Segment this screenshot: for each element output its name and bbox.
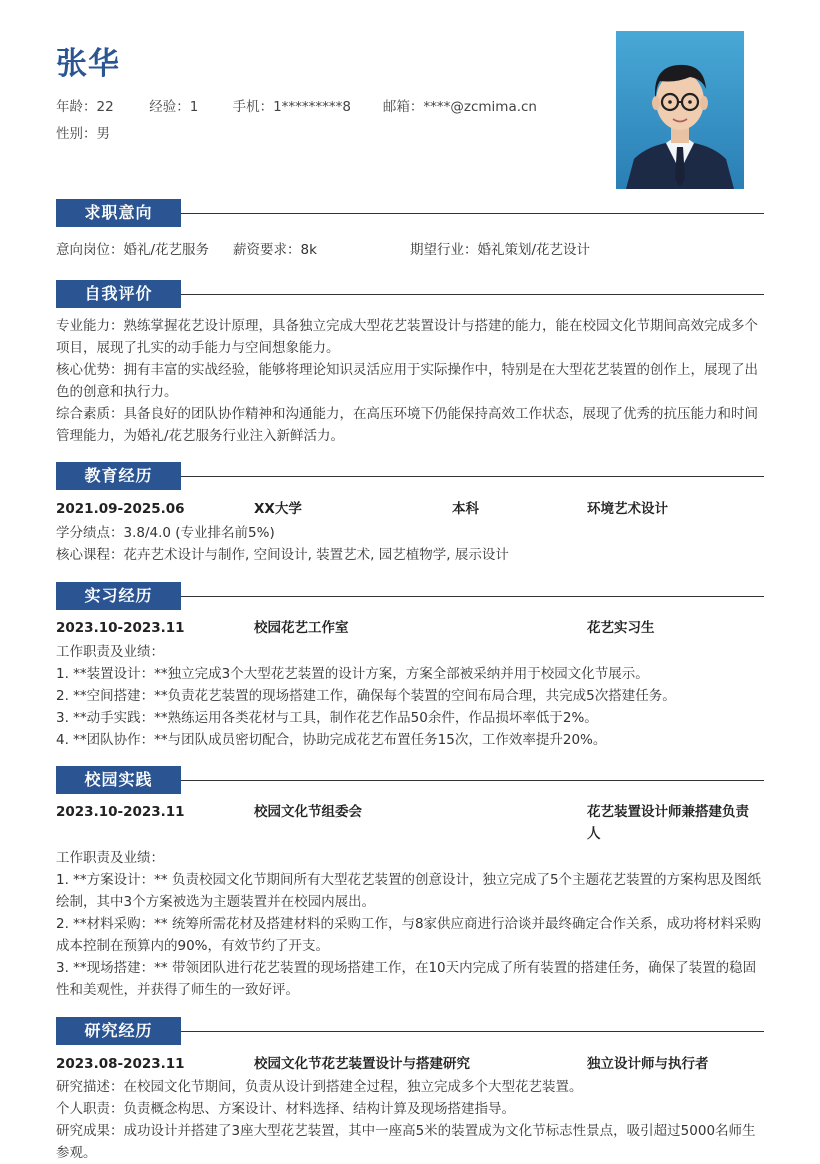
research-duty: 个人职责：负责概念构思、方案设计、材料选择、结构计算及现场搭建指导。 (56, 1101, 515, 1117)
section-internship (56, 582, 764, 751)
edu-courses: 核心课程：花卉艺术设计与制作, 空间设计, 装置艺术, 园艺植物学, 展示设计 (56, 547, 509, 563)
edu-date: 2021.09-2025.06 (56, 501, 185, 517)
campus-item: 3. **现场搭建：** 带领团队进行花艺装置的现场搭建工作，在10天内完成了所有装置的搭建任务，确保了装置的稳固性和美观性，并获得了师生的一致好评。 (56, 960, 757, 998)
intern-item: 2. **空间搭建：**负责花艺装置的现场搭建工作，确保每个装置的空间布局合理，共完成5次搭建任务。 (56, 688, 676, 704)
intern-item: 4. **团队协作：**与团队成员密切配合，协助完成花艺布置任务15次，工作效率提升20%。 (56, 732, 607, 748)
research-date: 2023.08-2023.11 (56, 1056, 185, 1072)
campus-role: 花艺装置设计师兼搭建负责人 (587, 804, 749, 842)
section-campus-practice (56, 766, 764, 1001)
research-title: 校园文化节花艺装置设计与搭建研究 (254, 1056, 470, 1072)
intern-date: 2023.10-2023.11 (56, 620, 185, 636)
campus-item: 1. **方案设计：** 负责校园文化节期间所有大型花艺装置的创意设计，独立完成了5个主题花艺装置的方案构思及图纸绘制，其中3个方案被选为主题装置并在校园内展出。 (56, 872, 762, 910)
gender-row (56, 122, 110, 142)
candidate-name: 张华 (56, 46, 120, 82)
gender: 性别：男 (56, 126, 110, 142)
edu-gpa: 学分绩点：3.8/4.0 (专业排名前5%) (56, 525, 275, 541)
campus-org: 校园文化节组委会 (254, 804, 362, 820)
basic-info-row (56, 95, 537, 115)
section-title: 校园实践 (56, 766, 181, 794)
edu-school: XX大学 (254, 501, 302, 517)
section-divider (181, 294, 764, 295)
research-role: 独立设计师与执行者 (587, 1056, 709, 1072)
section-divider (181, 596, 764, 597)
age: 年龄：22 (56, 99, 114, 115)
salary-expectation: 薪资要求：8k (233, 242, 317, 258)
intern-org: 校园花艺工作室 (254, 620, 349, 636)
research-description: 研究描述：在校园文化节期间，负责从设计到搭建全过程，独立完成多个大型花艺装置。 (56, 1079, 583, 1095)
intended-position: 意向岗位：婚礼/花艺服务 (56, 242, 210, 258)
section-self-evaluation (56, 280, 764, 447)
self-eval-strength: 核心优势：拥有丰富的实战经验，能够将理论知识灵活应用于实际操作中，特别是在大型花艺装置的创作上，展现了出色的创意和执行力。 (56, 362, 758, 400)
intern-item: 3. **动手实践：**熟练运用各类花材与工具，制作花艺作品50余件，作品损坏率低于2%。 (56, 710, 598, 726)
profile-photo (616, 31, 744, 189)
section-divider (181, 780, 764, 781)
self-eval-professional: 专业能力：熟练掌握花艺设计原理，具备独立完成大型花艺装置设计与搭建的能力，能在校园文化节期间高效完成多个项目，展现了扎实的动手能力与空间想象能力。 (56, 318, 758, 356)
campus-lead: 工作职责及业绩： (56, 850, 164, 866)
section-education (56, 462, 764, 566)
section-title: 求职意向 (56, 199, 181, 227)
edu-major: 环境艺术设计 (587, 501, 668, 517)
section-divider (181, 213, 764, 214)
section-job-intent (56, 199, 764, 261)
experience: 经验：1 (149, 99, 199, 115)
expected-industry: 期望行业：婚礼策划/花艺设计 (410, 242, 591, 258)
section-divider (181, 476, 764, 477)
campus-date: 2023.10-2023.11 (56, 804, 185, 820)
intern-item: 1. **装置设计：**独立完成3个大型花艺装置的设计方案，方案全部被采纳并用于校园文化节展示。 (56, 666, 649, 682)
email: 邮箱：****@zcmima.cn (382, 99, 537, 115)
phone: 手机：1*********8 (232, 99, 352, 115)
edu-degree: 本科 (452, 501, 479, 517)
research-result: 研究成果：成功设计并搭建了3座大型花艺装置，其中一座高5米的装置成为文化节标志性景点，吸引超过5000名师生参观。 (56, 1123, 756, 1161)
section-title: 研究经历 (56, 1017, 181, 1045)
section-title: 教育经历 (56, 462, 181, 490)
self-eval-quality: 综合素质：具备良好的团队协作精神和沟通能力，在高压环境下仍能保持高效工作状态，展现了优秀的抗压能力和时间管理能力，为婚礼/花艺服务行业注入新鲜活力。 (56, 406, 758, 444)
campus-item: 2. **材料采购：** 统筹所需花材及搭建材料的采购工作，与8家供应商进行洽谈并最终确定合作关系，成功将材料采购成本控制在预算内的90%，有效节约了开支。 (56, 916, 762, 954)
intern-lead: 工作职责及业绩： (56, 644, 164, 660)
section-title: 实习经历 (56, 582, 181, 610)
section-title: 自我评价 (56, 280, 181, 308)
section-divider (181, 1031, 764, 1032)
section-research (56, 1017, 764, 1164)
intern-role: 花艺实习生 (587, 620, 655, 636)
